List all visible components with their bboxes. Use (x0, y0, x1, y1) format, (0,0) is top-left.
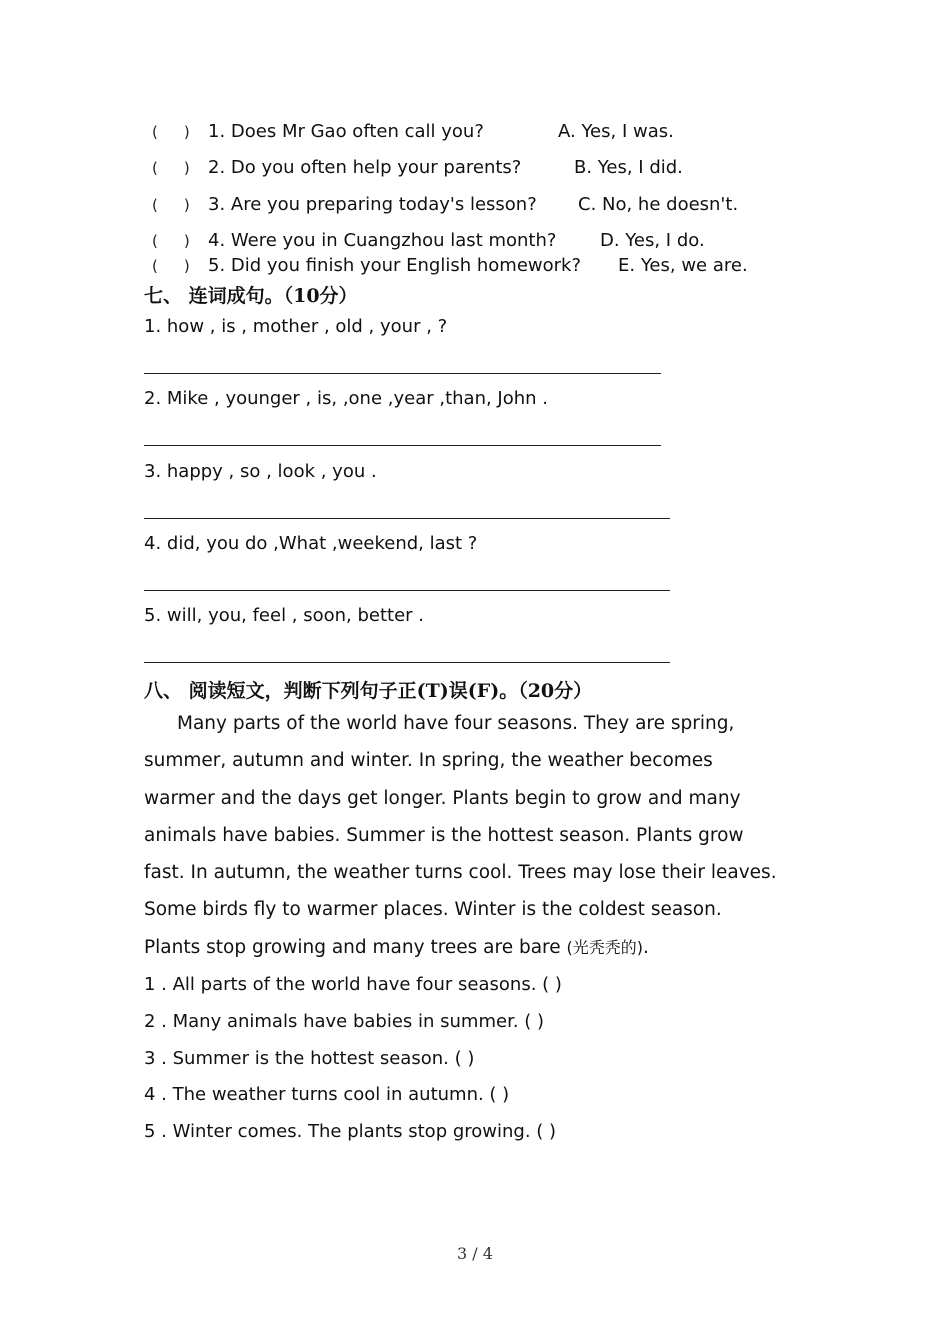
sentence-item: 1. how , is , mother , old , your , ? (144, 316, 448, 337)
passage-line: Many parts of the world have four seasons. They are spring, (177, 713, 735, 734)
matching-row (152, 255, 748, 276)
true-false-statement: 4 . The weather turns cool in autumn. ( ) (144, 1084, 510, 1105)
sentence-item: 2. Mike , younger , is, ,one ,year ,than, John . (144, 388, 549, 409)
matching-answer: A. Yes, I was. (558, 121, 674, 142)
answer-bracket: ( ) (152, 232, 190, 250)
matching-row (152, 230, 705, 251)
sentence-item: 5. will, you, feel , soon, better . (144, 605, 425, 626)
answer-line[interactable] (144, 373, 661, 374)
matching-row (152, 121, 674, 142)
section-8-heading: 八、 阅读短文，判断下列句子正(T)误(F)。（20分） (144, 680, 593, 702)
sentence-item: 3. happy , so , look , you . (144, 461, 377, 482)
true-false-statement: 5 . Winter comes. The plants stop growing. ( ) (144, 1121, 557, 1142)
matching-answer: E. Yes, we are. (618, 255, 748, 276)
answer-line[interactable] (144, 445, 661, 446)
answer-bracket: ( ) (152, 123, 190, 141)
passage-line: summer, autumn and winter. In spring, the weather becomes (144, 750, 713, 772)
passage-line: Some birds fly to warmer places. Winter is the coldest season. (144, 899, 722, 921)
matching-question: 2. Do you often help your parents? (208, 157, 522, 178)
matching-question: 1. Does Mr Gao often call you? (208, 121, 484, 142)
sentence-item: 4. did, you do ,What ,weekend, last ? (144, 533, 478, 554)
matching-question: 3. Are you preparing today's lesson? (208, 194, 537, 215)
matching-answer: D. Yes, I do. (600, 230, 705, 251)
answer-line[interactable] (144, 518, 670, 519)
true-false-statement: 2 . Many animals have babies in summer. ( ) (144, 1011, 545, 1032)
answer-line[interactable] (144, 590, 670, 591)
passage-line: animals have babies. Summer is the hottest season. Plants grow (144, 824, 744, 846)
matching-row (152, 194, 739, 215)
section-7-heading: 七、 连词成句。（10分） (144, 285, 358, 307)
answer-bracket: ( ) (152, 159, 190, 177)
chinese-gloss: (光秃秃的) (566, 937, 644, 957)
matching-answer: C. No, he doesn't. (578, 194, 739, 215)
answer-line[interactable] (144, 662, 670, 663)
matching-question: 5. Did you finish your English homework? (208, 255, 582, 276)
answer-bracket: ( ) (152, 196, 190, 214)
passage-line: Plants stop growing and many trees are bare (光秃秃的). (144, 936, 649, 958)
matching-question: 4. Were you in Cuangzhou last month? (208, 230, 557, 251)
matching-row (152, 157, 683, 178)
matching-answer: B. Yes, I did. (574, 157, 683, 178)
passage-line: warmer and the days get longer. Plants begin to grow and many (144, 787, 741, 809)
passage-line: fast. In autumn, the weather turns cool. Trees may lose their leaves. (144, 862, 777, 884)
answer-bracket: ( ) (152, 257, 190, 275)
true-false-statement: 3 . Summer is the hottest season. ( ) (144, 1048, 475, 1069)
page-number: 3 / 4 (457, 1244, 493, 1263)
reading-passage (144, 705, 777, 966)
true-false-statement: 1 . All parts of the world have four seasons. ( ) (144, 974, 562, 995)
